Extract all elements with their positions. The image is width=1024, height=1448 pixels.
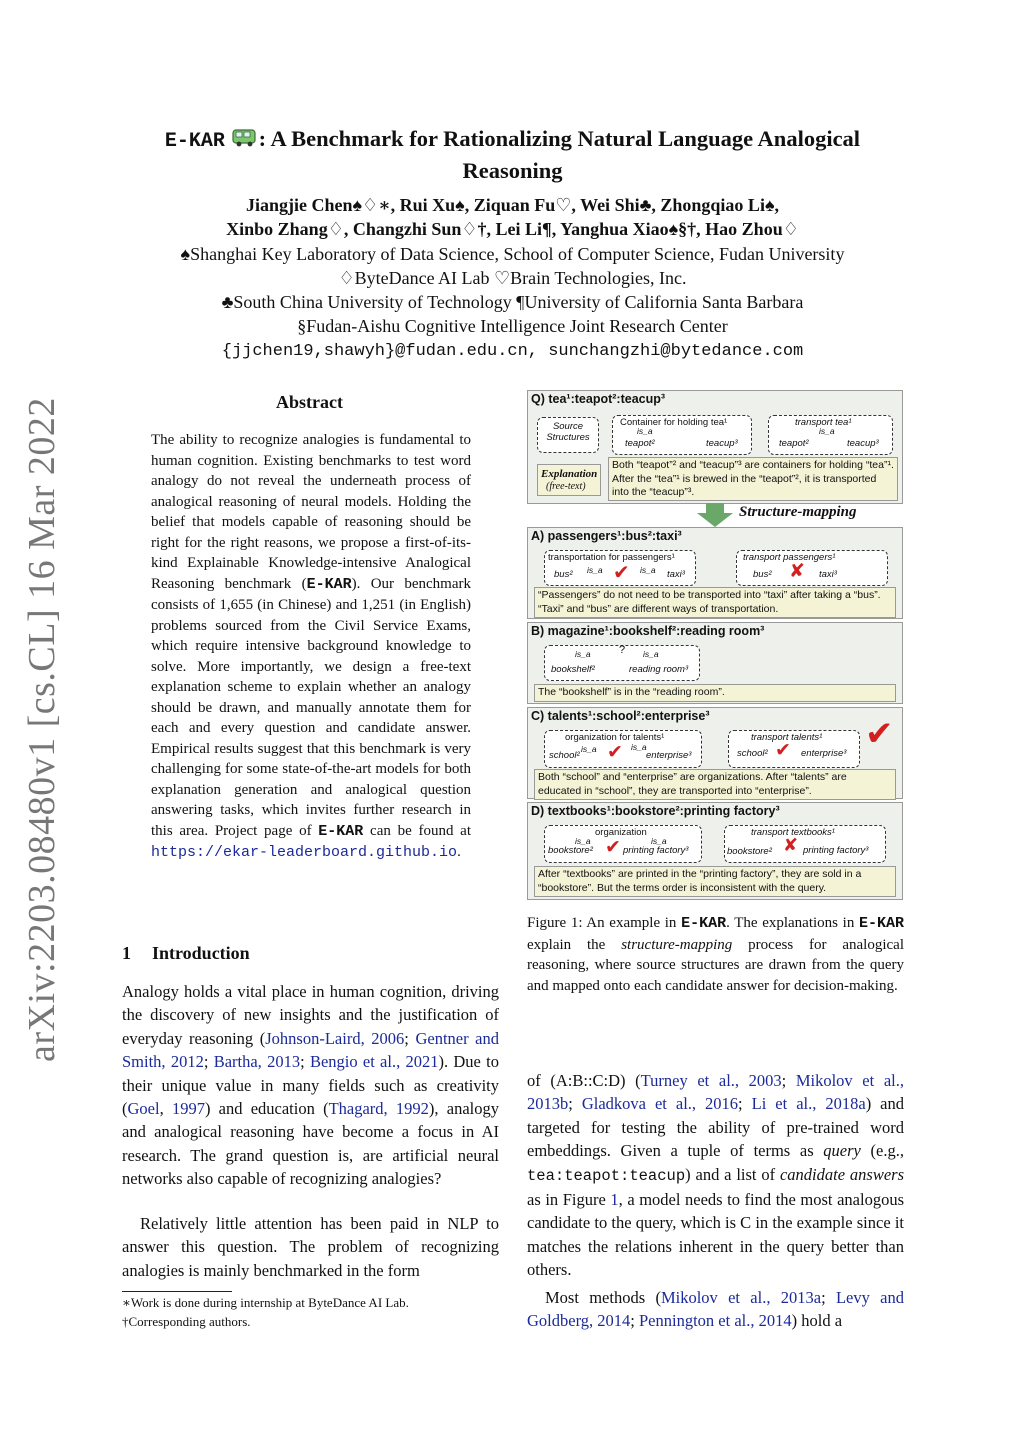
body-italic: candidate answers — [779, 1164, 904, 1184]
intro-text: ). Due to their unique value in many fields such as creativity ( — [122, 1052, 499, 1119]
a-term-bus: bus² — [753, 569, 772, 580]
figure-1-caption — [527, 913, 904, 996]
is-a-label: is_a — [575, 836, 591, 846]
explanation-label: Explanation — [541, 468, 598, 480]
intro-paragraph-1: Analogy holds a vital place in human cognition, driving the discovery of new insights and the justification of everyday reasoning (Johnson-Laird, 2006; Gentner and Smith, 2012; Bartha, 2013; Bengio et al., 2021). Due to their unique value in many fields such as creativity (Goel, 1997) and education (Thagard, 1992), analogy and analogical reasoning have become a focus in AI research. The grand question is, are artificial neural networks also capable of recognizing analogies? — [122, 982, 500, 1189]
caption-text: explain the — [527, 936, 622, 953]
abstract-ekar: E-KAR — [306, 575, 352, 593]
body-text: of (A:B::C:D) ( — [527, 1071, 641, 1090]
check-icon: ✔ — [605, 836, 621, 858]
citation-link[interactable]: Bartha, 2013 — [213, 1052, 301, 1072]
right-paragraph-1: of (A:B::C:D) (Turney et al., 2003; Mikolov et al., 2013b; Gladkova et al., 2016; Li et al., 2018a) and targeted for testing the ability of pre-trained word embeddings. Given a tuple of terms as query (e.g., tea:teapot:teacup) and a list of candidate answers as in Figure 1, a model needs to find the most analogous candidate to the query, which is C in the example since it matches the relations inherent in the query better than others. — [527, 1071, 905, 1280]
q-relation-box-2 — [768, 415, 893, 455]
intro-text: ) and education ( — [204, 1099, 329, 1119]
a-relation-box-2 — [736, 550, 888, 586]
q-term-teacup: teacup³ — [706, 438, 738, 449]
caption-text: . The explanations in — [726, 915, 859, 931]
d-term-printing-factory: printing factory³ — [803, 845, 869, 856]
citation-link[interactable]: Johnson-Laird, 2006 — [265, 1028, 405, 1048]
author-line-2: Xinbo Zhang♢, Changzhi Sun♢†, Lei Li¶, Yanghua Xiao♠§†, Hao Zhou♢ — [226, 219, 799, 239]
c-term-enterprise: enterprise³ — [801, 748, 847, 759]
d-term-bookstore: bookstore² — [548, 845, 593, 856]
cross-icon: ✘ — [789, 560, 805, 582]
q-term-teapot: teapot² — [625, 438, 655, 449]
check-icon: ✔ — [775, 739, 791, 761]
c-term-school: school² — [549, 750, 580, 761]
paper-title — [120, 124, 905, 185]
is-a-label: is_a — [640, 565, 656, 575]
arxiv-stamp: arXiv:2203.08480v1 [cs.CL] 16 Mar 2022 — [21, 397, 63, 1062]
c-relation-box-1 — [544, 730, 702, 768]
body-text: ) and targeted for testing the ability of pre-trained word embeddings. Given a tuple of terms as — [527, 1094, 905, 1161]
d-relation-1-label: organization — [595, 827, 647, 838]
is-a-label: is_a — [819, 426, 835, 436]
q-relation-1-label: Container for holding tea¹ — [620, 417, 728, 428]
d-relation-2-label: transport textbooks¹ — [751, 827, 835, 838]
citation-link[interactable]: Pennington et al., 2014 — [639, 1311, 792, 1331]
section-title: Introduction — [152, 943, 250, 963]
abstract-body — [151, 430, 471, 864]
footnote-2: †Corresponding authors. — [122, 1314, 251, 1329]
is-a-label: is_a — [587, 565, 603, 575]
affiliation-fudan: ♠Shanghai Key Laboratory of Data Science, School of Computer Science, Fudan University — [180, 244, 845, 264]
caption-text: Figure 1: An example in — [527, 915, 682, 931]
caption-ekar-2: E-KAR — [859, 915, 905, 932]
caption-text: process for analogical reasoning, where source structures are drawn from the query and mapped onto each candidate answer for decision-making. — [527, 936, 904, 994]
abstract-ekar-2: E-KAR — [318, 822, 364, 840]
a-term-taxi: taxi³ — [819, 569, 837, 580]
affiliation-bytedance-brain: ♢ByteDance AI Lab ♡Brain Technologies, Inc. — [338, 268, 687, 288]
check-icon: ✔ — [613, 560, 630, 584]
author-emails[interactable]: {jjchen19,shawyh}@fudan.edu.cn, sunchangzhi@bytedance.com — [221, 342, 804, 361]
abstract-text-c: can be found at — [363, 822, 471, 839]
author-line-1: Jiangjie Chen♠♢∗, Rui Xu♠, Ziquan Fu♡, Wei Shi♣, Zhongqiao Li♠, — [245, 195, 780, 215]
abstract-text-b: ). Our benchmark consists of 1,655 (in Chinese) and 1,251 (in English) problems sourced from the Civil Service Exams, which require intensive background knowledge to solve. More importantly, we design a free-text explanation scheme to explain whether an analogy should be drawn, and manually annotate them for each and every question and candidate answer. Empirical results suggest that this benchmark is very challenging for some state-of-the-art models for both explanation generation and analogical question answering tasks, which invites further research in this area. Project page of — [151, 575, 471, 839]
check-icon: ✔ — [607, 741, 623, 763]
source-structures-label: Source Structures — [546, 421, 590, 443]
citation-link[interactable]: 1997 — [171, 1099, 205, 1119]
a-term-taxi: taxi³ — [667, 569, 685, 580]
panel-q-title: Q) tea¹:teapot²:teacup³ — [531, 392, 666, 406]
is-a-label: is_a — [637, 426, 653, 436]
c-term-enterprise: enterprise³ — [646, 750, 692, 761]
a-explanation: “Passengers” do not need to be transported into “taxi” after taking a “bus”. “Taxi” and “bus” are different ways of transportation. — [534, 587, 896, 618]
body-italic: query — [823, 1141, 861, 1161]
footnote-1: ∗Work is done during internship at ByteDance AI Lab. — [122, 1295, 409, 1310]
title-line-2: Reasoning — [462, 158, 563, 183]
d-term-bookstore: bookstore² — [727, 846, 772, 857]
citation-link[interactable]: Bengio et al., 2021 — [309, 1052, 439, 1072]
citation-link[interactable]: Mikolov et al., 2013b — [527, 1071, 904, 1114]
citation-link[interactable]: Levy and Goldberg, 2014 — [527, 1288, 904, 1331]
correct-answer-check-icon: ✔ — [865, 714, 894, 754]
citation-link[interactable]: Gladkova et al., 2016 — [581, 1094, 739, 1114]
caption-structure-mapping: structure-mapping — [621, 936, 733, 953]
free-text-label: (free-text) — [546, 481, 586, 492]
b-relation-box — [544, 645, 700, 681]
q-relation-2-label: transport tea¹ — [795, 417, 852, 428]
section-number: 1 — [122, 943, 131, 963]
a-relation-2-label: transport passengers¹ — [743, 552, 836, 563]
b-term-bookshelf: bookshelf² — [551, 664, 595, 675]
d-explanation: After “textbooks” are printed in the “printing factory”, they are sold in a “bookstore”. But the terms order is inconsistent with the query. — [534, 866, 896, 897]
figure-ref-link[interactable]: 1 — [610, 1190, 619, 1210]
figure-panel-query — [527, 390, 903, 504]
body-text: (e.g., — [860, 1141, 904, 1161]
body-text: Most methods ( — [545, 1288, 661, 1307]
body-text: ) and a list of — [685, 1164, 780, 1184]
panel-d-title: D) textbooks¹:bookstore²:printing factory³ — [531, 804, 780, 818]
abstract-heading: Abstract — [276, 392, 343, 412]
q-explanation: Both “teapot”² and “teacup”³ are containers for holding “tea”¹. After the “tea”¹ is brewed in the “teapot”², it is transported into the “teacup”³. — [608, 457, 898, 501]
structure-mapping-label: Structure-mapping — [739, 504, 857, 520]
b-term-reading-room: reading room³ — [629, 664, 689, 675]
c-relation-box-2 — [728, 730, 860, 768]
is-a-label: is_a — [581, 744, 597, 754]
abstract-text-a: The ability to recognize analogies is fundamental to human cognition. Existing benchmarks to test word analogy do not reveal the underneath process of analogical reasoning of neural models. Holding the belief that models capable of reasoning should be right for the right reasons, we propose a first-of-its-kind Explainable Knowledge-intensive Analogical Reasoning benchmark ( — [151, 432, 471, 592]
is-a-label: is_a — [631, 742, 647, 752]
right-paragraph-2: Most methods (Mikolov et al., 2013a; Levy and Goldberg, 2014; Pennington et al., 2014) hold a — [527, 1288, 904, 1331]
figure-panel-b — [527, 622, 903, 704]
figure-1 — [527, 390, 901, 902]
body-text: , a model needs to find the most analogous candidate to the query, which is C in the example since it matches the relations inherent in the query better than others. — [527, 1190, 904, 1280]
figure-panel-d — [527, 802, 903, 900]
b-explanation: The “bookshelf” is in the “reading room”. — [534, 684, 896, 702]
affiliation-fudan-aishu: §Fudan-Aishu Cognitive Intelligence Joint Research Center — [297, 316, 728, 336]
body-text: as in Figure — [527, 1190, 611, 1210]
caption-ekar: E-KAR — [681, 915, 727, 932]
abstract-text-d: . — [457, 844, 461, 860]
citation-link[interactable]: Li et al., 2018a — [751, 1094, 866, 1114]
panel-b-title: B) magazine¹:bookshelf²:reading room³ — [531, 624, 765, 638]
citation-link[interactable]: Thagard, 1992 — [328, 1099, 429, 1119]
panel-a-title: A) passengers¹:bus²:taxi³ — [531, 529, 682, 543]
citation-link[interactable]: Mikolov et al., 2013a — [660, 1288, 822, 1307]
a-relation-1-label: transportation for passengers¹ — [548, 552, 675, 563]
explanation-label-box — [537, 464, 601, 496]
d-relation-box-1 — [544, 825, 702, 863]
figure-panel-c — [527, 707, 903, 799]
d-term-printing-factory: printing factory³ — [623, 845, 689, 856]
panel-c-title: C) talents¹:school²:enterprise³ — [531, 709, 710, 723]
intro-text: ), analogy and analogical reasoning have become a focus in AI research. The grand question is, are artificial neural networks also capable of recognizing analogies? — [122, 1099, 499, 1189]
citation-link[interactable]: Turney et al., 2003 — [640, 1071, 782, 1090]
a-relation-box-1 — [544, 550, 696, 586]
d-relation-box-2 — [724, 825, 886, 863]
intro-paragraph-2: Relatively little attention has been paid in NLP to answer this question. The problem of recognizing analogies is mainly benchmarked in the form — [122, 1214, 499, 1280]
query-example: tea:teapot:teacup — [527, 1166, 686, 1185]
is-a-label: is_a — [651, 836, 667, 846]
body-text: ) hold a — [791, 1311, 843, 1331]
affiliation-scut-ucsb: ♣South China University of Technology ¶University of California Santa Barbara — [221, 292, 804, 312]
project-page-link[interactable]: https://ekar-leaderboard.github.io — [151, 844, 458, 861]
citation-link[interactable]: Goel — [127, 1099, 160, 1119]
source-structures-box — [537, 417, 599, 453]
is-a-label: is_a — [643, 649, 659, 659]
c-term-school: school² — [737, 748, 768, 759]
cross-icon: ✘ — [783, 835, 799, 856]
footnote-rule — [122, 1291, 232, 1292]
c-explanation: Both “school” and “enterprise” are organizations. After “talents” are educated in “school”, they are transported into “enterprise”. — [534, 769, 896, 800]
q-term-teapot: teapot² — [779, 438, 809, 449]
question-mark: ? — [619, 644, 626, 656]
section-introduction-heading — [122, 943, 250, 964]
q-term-teacup: teacup³ — [847, 438, 879, 449]
title-system-name: E-KAR — [164, 130, 225, 153]
figure-panel-a — [527, 527, 903, 619]
bus-icon — [231, 127, 259, 149]
q-relation-box-1 — [612, 415, 752, 455]
c-relation-1-label: organization for talents¹ — [565, 732, 665, 743]
c-relation-2-label: transport talents¹ — [751, 732, 823, 743]
intro-text: Analogy holds a vital place in human cognition, driving the discovery of new insights and the justification of everyday reasoning ( — [122, 982, 499, 1048]
citation-link[interactable]: Gentner and Smith, 2012 — [122, 1028, 500, 1072]
a-term-bus: bus² — [554, 569, 573, 580]
title-line-1: : A Benchmark for Rationalizing Natural Language Analogical — [258, 126, 861, 151]
is-a-label: is_a — [575, 649, 591, 659]
